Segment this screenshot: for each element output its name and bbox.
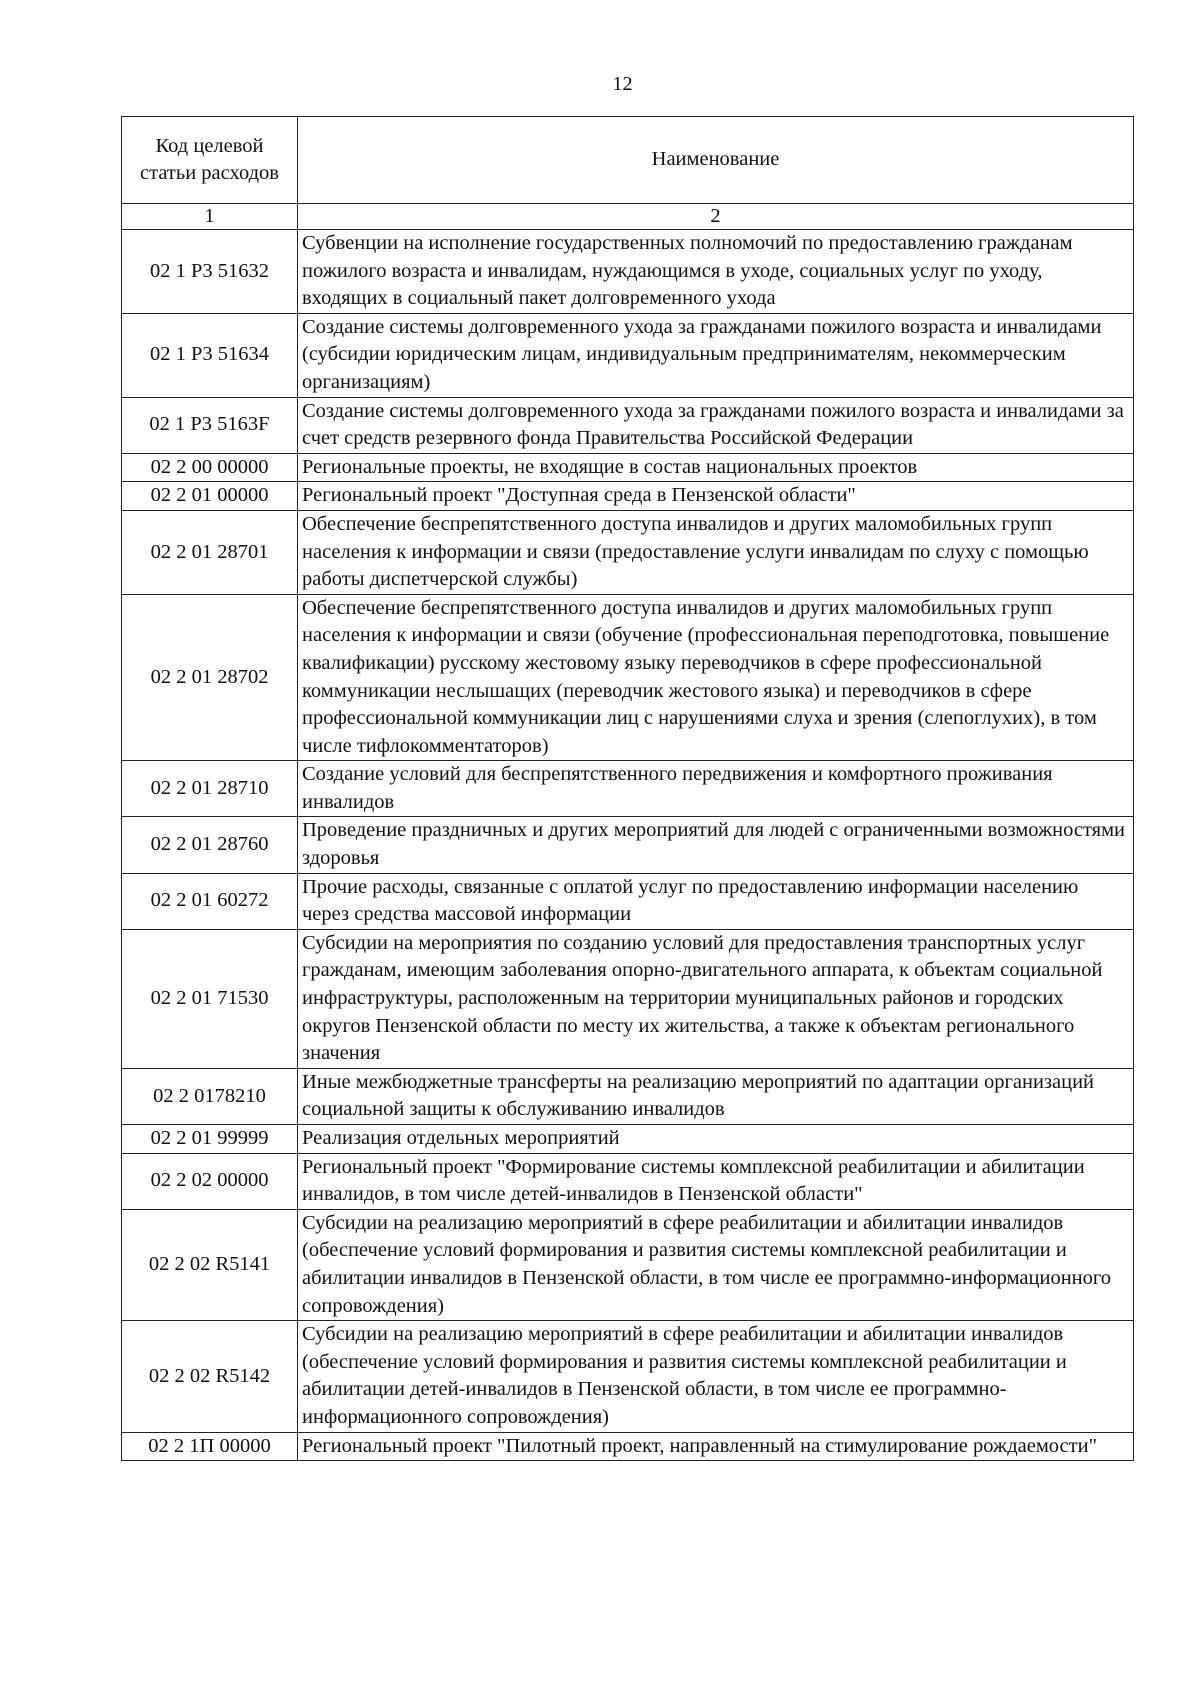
row-name: Реализация отдельных мероприятий <box>298 1125 1134 1154</box>
row-name: Субсидии на мероприятия по созданию условий для предоставления транспортных услуг гражданам, имеющим заболевания опорно-двигательного аппарата, к объектам социальной инфраструктуры, расположенным на территории муниципальных районов и городских округов Пензенской области по месту их жительства, а также к объектам регионального значения <box>298 929 1134 1068</box>
row-code: 02 1 Р3 51634 <box>122 313 298 397</box>
row-code: 02 2 0178210 <box>122 1068 298 1124</box>
row-name: Прочие расходы, связанные с оплатой услуг по предоставлению информации населению через средства массовой информации <box>298 873 1134 929</box>
row-code: 02 2 01 28702 <box>122 594 298 761</box>
row-name: Региональные проекты, не входящие в состав национальных проектов <box>298 453 1134 482</box>
row-name: Субсидии на реализацию мероприятий в сфере реабилитации и абилитации инвалидов (обеспечение условий формирования и развития системы комплексной реабилитации и абилитации детей-инвалидов в Пензенской области, в том числе ее программно-информационного сопровождения) <box>298 1321 1134 1432</box>
row-code: 02 2 01 28701 <box>122 510 298 594</box>
row-name: Проведение праздничных и других мероприятий для людей с ограниченными возможностями здоровья <box>298 817 1134 873</box>
row-name: Обеспечение беспрепятственного доступа инвалидов и других маломобильных групп населения к информации и связи (обучение (профессиональная переподготовка, повышение квалификации) русскому жестовому языку переводчиков в сфере профессиональной коммуникации неслышащих (переводчик жестового языка) и переводчиков в сфере профессиональной коммуникации лиц с нарушениями слуха и зрения (слепоглухих), в том числе тифлокомментаторов) <box>298 594 1134 761</box>
row-code: 02 1 Р3 5163F <box>122 397 298 453</box>
table-row <box>122 817 1134 873</box>
table-row <box>122 397 1134 453</box>
row-name: Региональный проект "Формирование системы комплексной реабилитации и абилитации инвалидов, в том числе детей-инвалидов в Пензенской области" <box>298 1153 1134 1209</box>
table-row <box>122 761 1134 817</box>
row-code: 02 2 01 00000 <box>122 482 298 511</box>
row-name: Создание системы долговременного ухода за гражданами пожилого возраста и инвалидами (субсидии юридическим лицам, индивидуальным предпринимателям, некоммерческим организациям) <box>298 313 1134 397</box>
table-row <box>122 453 1134 482</box>
row-name: Иные межбюджетные трансферты на реализацию мероприятий по адаптации организаций социальной защиты к обслуживанию инвалидов <box>298 1068 1134 1124</box>
table-row <box>122 594 1134 761</box>
table-row <box>122 313 1134 397</box>
row-name: Создание системы долговременного ухода за гражданами пожилого возраста и инвалидами за счет средств резервного фонда Правительства Российской Федерации <box>298 397 1134 453</box>
column-number-name: 2 <box>298 204 1134 230</box>
header-name: Наименование <box>298 117 1134 204</box>
table-row <box>122 1432 1134 1461</box>
header-code: Код целевой статьи расходов <box>122 117 298 204</box>
table-row <box>122 929 1134 1068</box>
table-header-row <box>122 117 1134 204</box>
table-row <box>122 1209 1134 1320</box>
row-code: 02 2 02 00000 <box>122 1153 298 1209</box>
row-code: 02 2 1П 00000 <box>122 1432 298 1461</box>
page-number: 12 <box>612 73 633 95</box>
table-row <box>122 510 1134 594</box>
row-code: 02 2 01 71530 <box>122 929 298 1068</box>
table-row <box>122 1153 1134 1209</box>
budget-classification-table <box>121 116 1134 1461</box>
row-code: 02 2 02 R5141 <box>122 1209 298 1320</box>
table-row <box>122 1321 1134 1432</box>
table-row <box>122 1125 1134 1154</box>
row-code: 02 2 01 60272 <box>122 873 298 929</box>
column-number-code: 1 <box>122 204 298 230</box>
table-row <box>122 873 1134 929</box>
table-row <box>122 482 1134 511</box>
row-name: Субсидии на реализацию мероприятий в сфере реабилитации и абилитации инвалидов (обеспечение условий формирования и развития системы комплексной реабилитации и абилитации инвалидов в Пензенской области, в том числе ее программно-информационного сопровождения) <box>298 1209 1134 1320</box>
table-body <box>122 230 1134 1461</box>
row-code: 02 2 01 28760 <box>122 817 298 873</box>
row-name: Субвенции на исполнение государственных полномочий по предоставлению гражданам пожилого возраста и инвалидам, нуждающимся в уходе, социальных услуг по уходу, входящих в социальный пакет долговременного ухода <box>298 230 1134 314</box>
row-name: Создание условий для беспрепятственного передвижения и комфортного проживания инвалидов <box>298 761 1134 817</box>
row-code: 02 2 00 00000 <box>122 453 298 482</box>
row-code: 02 2 01 28710 <box>122 761 298 817</box>
row-name: Обеспечение беспрепятственного доступа инвалидов и других маломобильных групп населения к информации и связи (предоставление услуги инвалидам по слуху с помощью работы диспетчерской службы) <box>298 510 1134 594</box>
table-row <box>122 230 1134 314</box>
row-name: Региональный проект "Пилотный проект, направленный на стимулирование рождаемости" <box>298 1432 1134 1461</box>
row-name: Региональный проект "Доступная среда в Пензенской области" <box>298 482 1134 511</box>
column-number-row <box>122 204 1134 230</box>
row-code: 02 2 01 99999 <box>122 1125 298 1154</box>
row-code: 02 1 Р3 51632 <box>122 230 298 314</box>
table-row <box>122 1068 1134 1124</box>
row-code: 02 2 02 R5142 <box>122 1321 298 1432</box>
